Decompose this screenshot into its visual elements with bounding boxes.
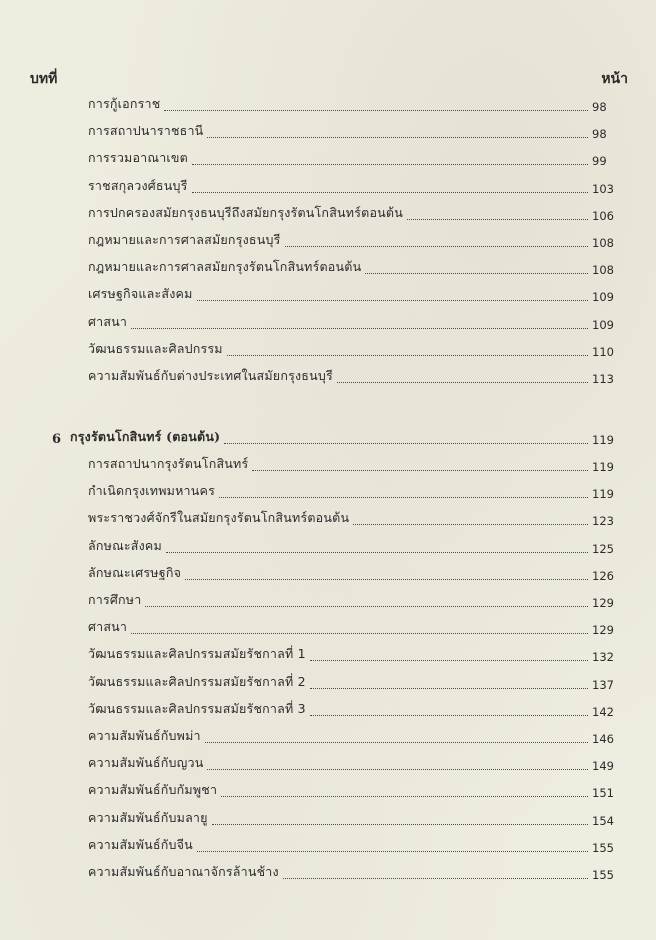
entry-page-number: 119 [592,433,614,447]
entry-page-number: 137 [592,677,614,692]
dot-leader [164,110,588,111]
entry-title: ความสัมพันธ์กับอาณาจักรล้านช้าง [88,864,279,879]
toc-entry [0,364,656,388]
entry-title: ลักษณะสังคม [88,537,162,553]
dot-leader [207,769,588,770]
dot-leader [131,633,588,634]
dot-leader [197,851,588,852]
entry-page-number: 155 [592,868,614,882]
toc-entry [0,146,656,170]
toc-entry [0,561,656,585]
dot-leader [219,497,588,498]
entry-title: วัฒนธรรมและศิลปกรรมสมัยรัชกาลที่ 1 [88,646,306,662]
entry-title: การสถาปนากรุงรัตนโกสินทร์ [88,456,249,471]
entry-page-number: 110 [592,344,614,359]
entry-page-number: 151 [592,786,614,801]
toc-entry [0,534,656,558]
entry-title: ลักษณะเศรษฐกิจ [88,564,182,580]
dot-leader [310,660,588,661]
entry-page-number: 149 [592,759,614,774]
entry-title: พระราชวงศ์จักรีในสมัยกรุงรัตนโกสินทร์ตอนต้น [88,510,350,526]
toc-entry [0,479,656,503]
entry-title: กรุงรัตนโกสินทร์ (ตอนต้น) [70,429,221,444]
entry-page-number: 106 [592,208,614,223]
entry-page-number: 123 [592,514,614,529]
entry-page-number: 129 [592,596,614,610]
dot-leader [197,300,588,301]
toc-entry [0,751,656,775]
dot-leader [227,355,588,356]
chapter-number: 6 [52,432,62,447]
page-column-header: หน้า [601,71,628,87]
entry-title: ราชสกุลวงศ์ธนบุรี [88,177,188,193]
toc-entry [0,119,656,143]
toc-entry [0,615,656,639]
chapter-column-header: บทที่ [30,71,58,87]
entry-page-number: 132 [592,650,614,665]
dot-leader [145,606,588,607]
dot-leader [207,137,588,138]
entry-page-number: 98 [592,127,607,142]
entry-page-number: 98 [592,100,607,114]
dot-leader [252,470,588,471]
toc-entry [0,337,656,361]
entry-title: วัฒนธรรมและศิลปกรรมสมัยรัชกาลที่ 3 [88,700,306,716]
toc-entry [0,697,656,721]
dot-leader [365,273,588,274]
entry-title: วัฒนธรรมและศิลปกรรม [88,340,223,356]
entry-page-number: 154 [592,813,614,828]
entry-page-number: 155 [592,840,614,855]
entry-page-number: 142 [592,704,614,719]
entry-page-number: 108 [592,263,614,278]
dot-leader [185,579,588,580]
dot-leader [166,552,588,553]
dot-leader [205,742,588,743]
dot-leader [224,443,588,444]
toc-entry [0,588,656,612]
toc-entry [0,860,656,884]
entry-page-number: 119 [592,460,614,474]
entry-page-number: 119 [592,487,614,502]
dot-leader [337,382,588,383]
toc-entry [0,228,656,252]
toc-entry [0,670,656,694]
entry-title: ความสัมพันธ์กับต่างประเทศในสมัยกรุงธนบุรี [88,368,333,383]
dot-leader [310,688,588,689]
toc-entry [0,174,656,198]
entry-page-number: 113 [592,372,614,386]
dot-leader [310,715,588,716]
entry-title: กฎหมายและการศาลสมัยกรุงธนบุรี [88,232,281,247]
toc-entry [0,778,656,802]
dot-leader [285,246,588,247]
dot-leader [192,192,588,193]
dot-leader [192,164,588,165]
entry-title: ความสัมพันธ์กับจีน [88,836,193,852]
chapter-row [0,425,656,449]
toc-entry [0,255,656,279]
dot-leader [131,328,588,329]
entry-title: การปกครองสมัยกรุงธนบุรีถึงสมัยกรุงรัตนโกสินทร์ตอนต้น [88,204,403,220]
entry-title: ความสัมพันธ์กับมลายู [88,809,208,825]
toc-entry [0,452,656,476]
toc-entry [0,642,656,666]
entry-page-number: 109 [592,290,614,305]
entry-title: การสถาปนาราชธานี [88,123,204,139]
entry-page-number: 125 [592,541,614,556]
entry-page-number: 99 [592,154,607,169]
toc-entry [0,724,656,748]
toc-entry [0,201,656,225]
toc-entry [0,506,656,530]
dot-leader [212,824,588,825]
dot-leader [407,219,588,220]
entry-title: ความสัมพันธ์กับกัมพูชา [88,782,218,798]
toc-entry [0,806,656,830]
toc-entry [0,310,656,334]
entry-title: ศาสนา [88,619,128,635]
entry-page-number: 103 [592,181,614,196]
entry-page-number: 126 [592,568,614,583]
entry-page-number: 129 [592,623,614,638]
entry-title: ความสัมพันธ์กับญวน [88,755,204,771]
entry-title: กฎหมายและการศาลสมัยกรุงรัตนโกสินทร์ตอนต้น [88,259,362,275]
dot-leader [221,796,588,797]
entry-page-number: 109 [592,317,614,332]
entry-title: กำเนิดกรุงเทพมหานคร [88,483,215,499]
entry-title: การศึกษา [88,592,142,607]
toc-entry [0,282,656,306]
dot-leader [353,524,588,525]
toc-entry [0,92,656,116]
entry-title: การรวมอาณาเขต [88,150,188,166]
toc-entry [0,833,656,857]
entry-title: วัฒนธรรมและศิลปกรรมสมัยรัชกาลที่ 2 [88,673,306,689]
entry-title: ศาสนา [88,313,128,329]
entry-page-number: 108 [592,236,614,250]
entry-page-number: 146 [592,732,614,746]
entry-title: ความสัมพันธ์กับพม่า [88,728,201,743]
dot-leader [283,878,588,879]
entry-title: เศรษฐกิจและสังคม [88,286,193,302]
entry-title: การกู้เอกราช [88,96,161,111]
